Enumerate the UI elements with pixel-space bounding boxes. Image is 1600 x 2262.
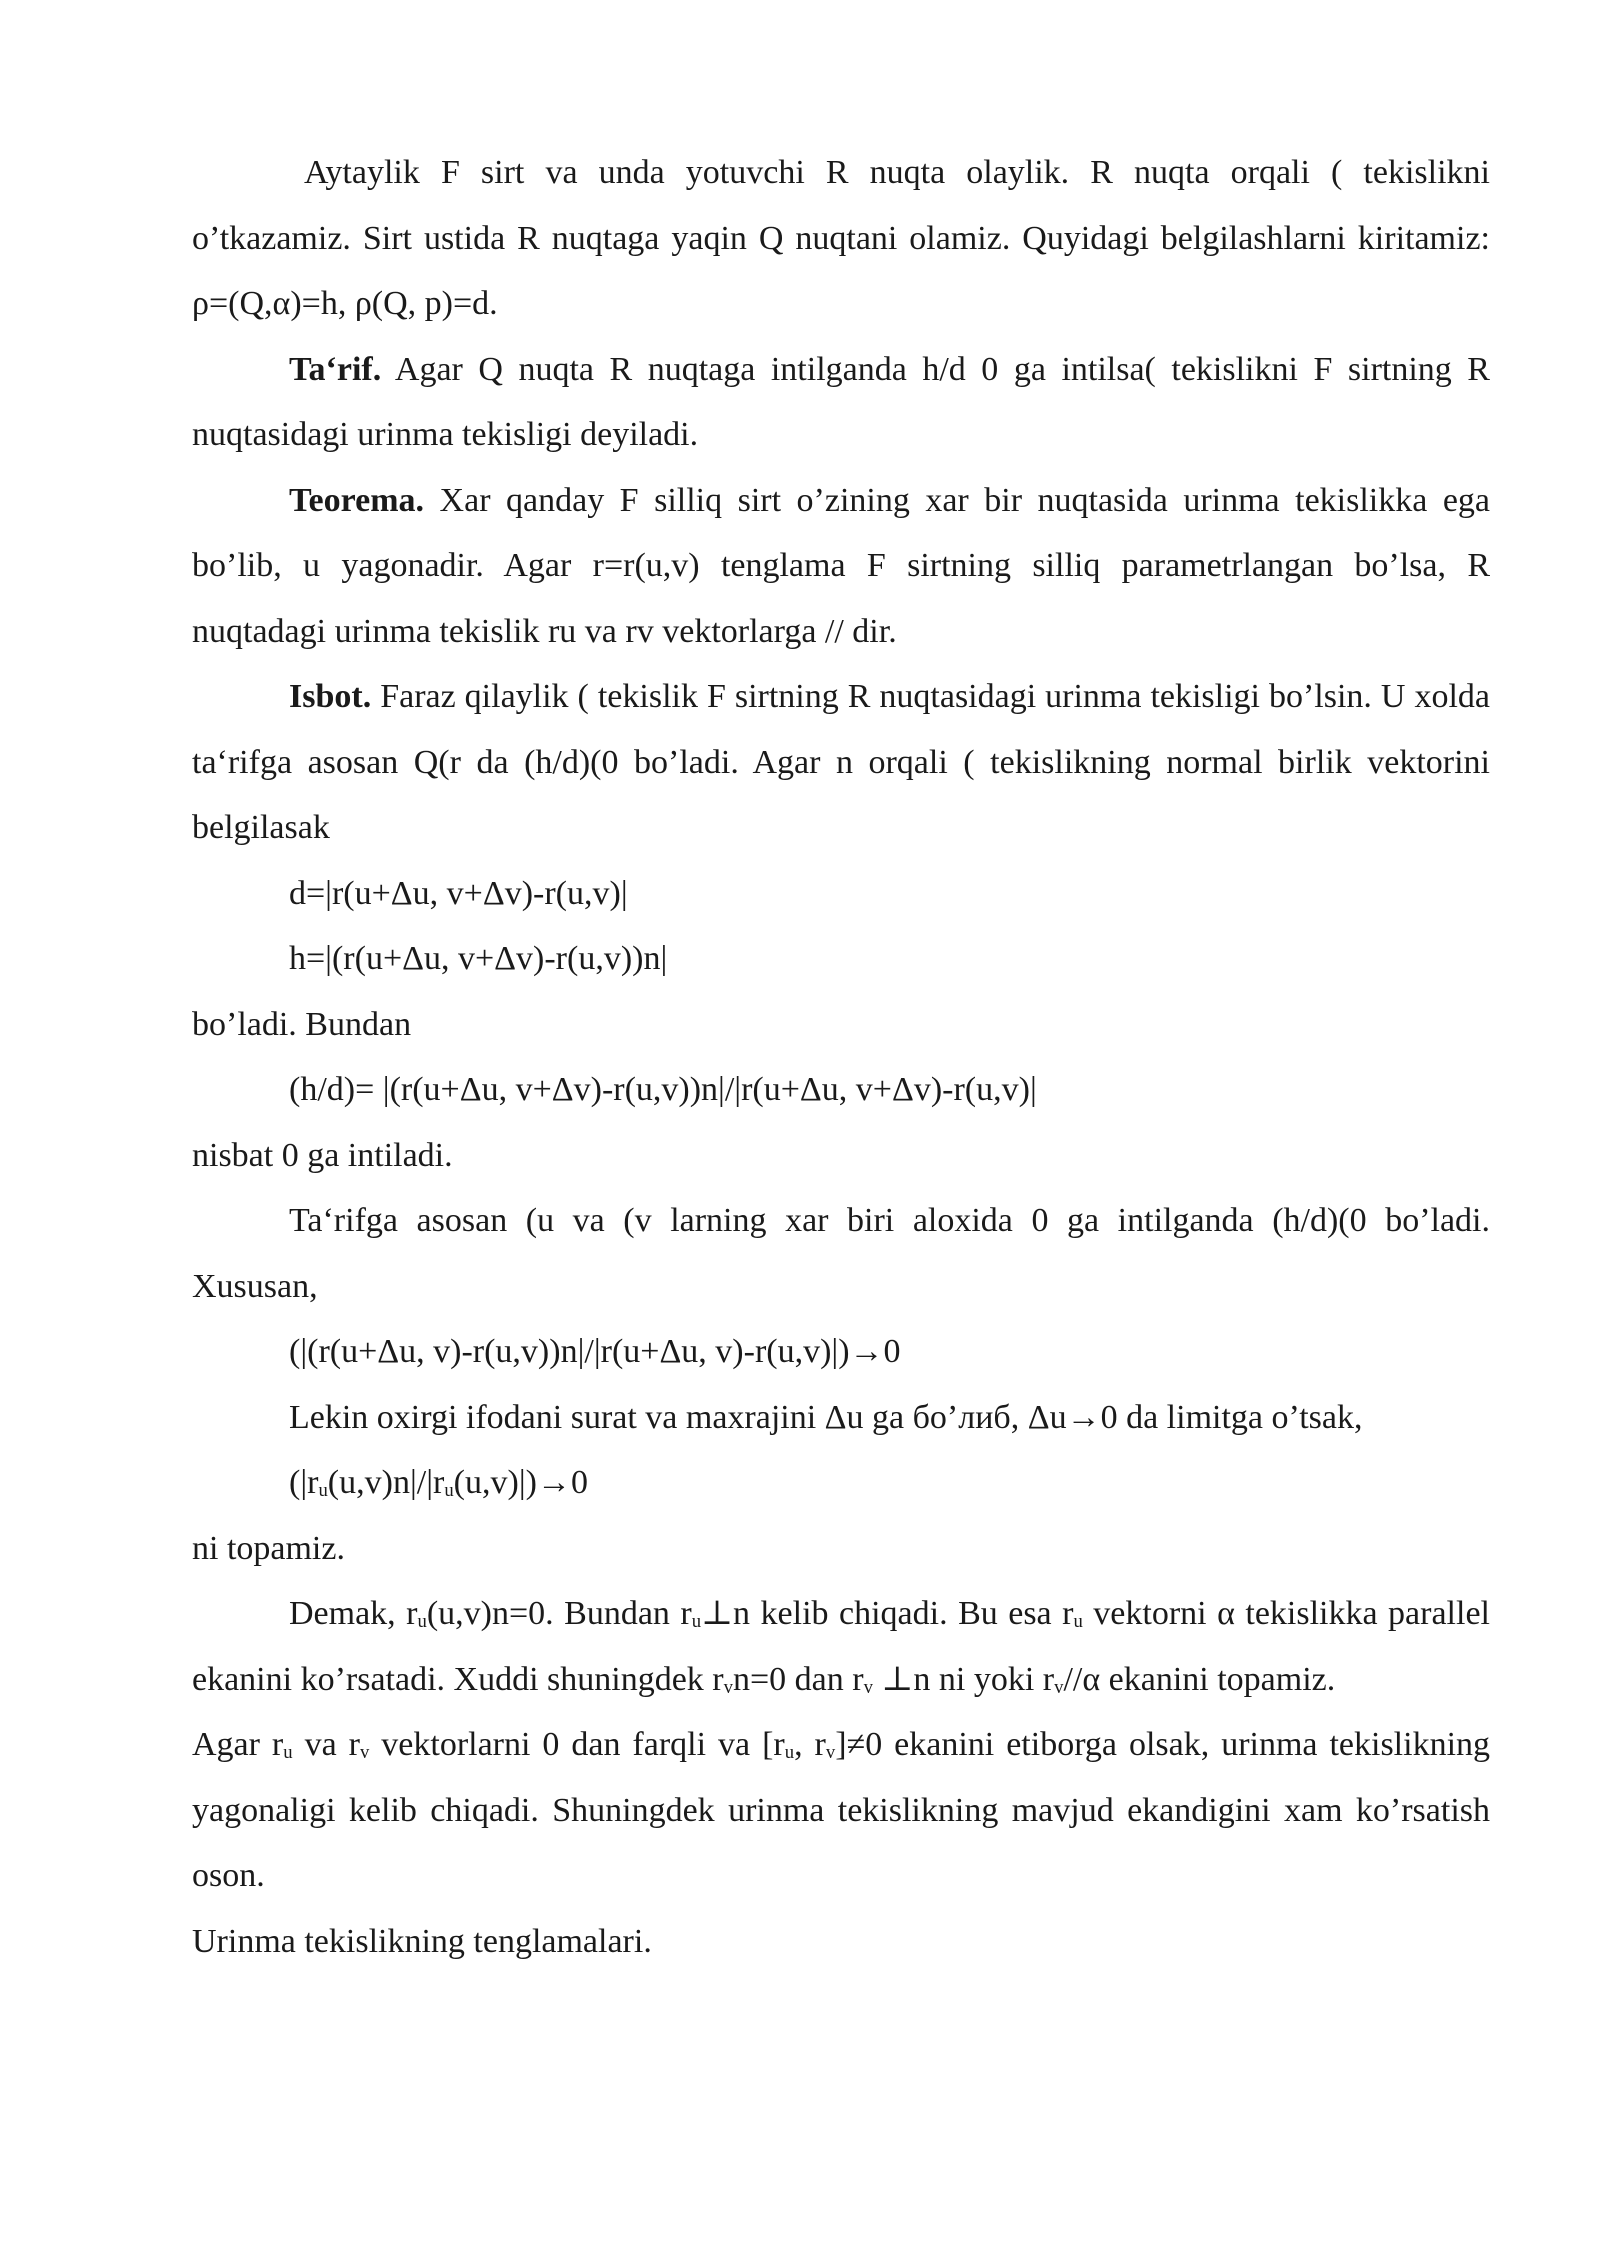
paragraph-demak <box>192 1581 1490 1712</box>
text-part: n=0 dan r <box>732 1660 864 1698</box>
formula-ratio: (h/d)= |(r(u+Δu, v+Δv)-r(u,v))n|/|r(u+Δu, v+Δv)-r(u,v)| <box>289 1071 1037 1108</box>
subscript: u <box>444 1479 454 1501</box>
subscript: u <box>318 1479 328 1501</box>
section-heading-equations: Urinma tekislikning tenglamalari. <box>192 1922 652 1960</box>
text-part: vektorlarni 0 dan farqli va [r <box>369 1726 785 1763</box>
subscript: v <box>1054 1676 1064 1698</box>
subscript: v <box>825 1741 836 1763</box>
subscript: u <box>417 1610 427 1632</box>
text-part: ⊥n kelib chiqadi. Bu esa r <box>701 1595 1074 1632</box>
text-part: ]≠0 ekanini etiborga olsak, urinma tekislikning yagonaligi kelib chiqadi. Shuningdek urinma tekislikning mavjud ekandigini xam ko’rsatish oson. <box>192 1726 1491 1894</box>
subscript: u <box>784 1741 795 1763</box>
text-part: (u,v)n=0. Bundan r <box>426 1595 692 1632</box>
text-nisbat: nisbat 0 ga intiladi. <box>192 1136 453 1174</box>
theorem-text: Xar qanday F silliq sirt o’zining xar bir nuqtasida urinma tekislikka ega bo’lib, u yagonadir. Agar r=r(u,v) tenglama F sirtning silliq parametrlangan bo’lsa, R nuqtadagi urinma tekislik ru va rv vektorlarga // dir. <box>192 481 1490 650</box>
formula-ru-limit <box>192 1450 1490 1516</box>
text-part: ⊥n ni yoki r <box>872 1660 1055 1698</box>
formula-limit-u: (|(r(u+Δu, v)-r(u,v))n|/|r(u+Δu, v)-r(u,v)|)→0 <box>289 1333 901 1370</box>
formula-part: (|r <box>289 1464 319 1501</box>
subscript: u <box>283 1741 293 1763</box>
text-part: Demak, r <box>289 1595 418 1632</box>
formula-part: (u,v)n|/|r <box>327 1464 445 1501</box>
paragraph-tarifga: Ta‘rifga asosan (u va (v larning xar biri aloxida 0 ga intilganda (h/d)(0 bo’ladi. Xususan, <box>192 1202 1490 1305</box>
proof-text: Faraz qilaylik ( tekislik F sirtning R nuqtasidagi urinma tekisligi bo’lsin. U xolda ta‘rifga asosan Q(r da (h/d)(0 bo’ladi. Agar n orqali ( tekislikning normal birlik vektorini belgilasak <box>192 678 1490 846</box>
theorem-label: Teorema. <box>289 481 425 519</box>
text-part: vektorni α tekislikka parallel ekanini ko’rsatadi. Xuddi shuningdek r <box>192 1595 1490 1698</box>
proof-label: Isbot. <box>289 678 372 715</box>
text-part: //α ekanini topamiz. <box>1063 1660 1336 1698</box>
paragraph-proof <box>192 664 1490 861</box>
text-ni-topamiz: ni topamiz. <box>192 1529 345 1567</box>
text-part: va r <box>292 1726 360 1763</box>
formula-part: (u,v)|)→0 <box>453 1464 588 1501</box>
paragraph-definition <box>192 337 1490 468</box>
text-lekin: Lekin oxirgi ifodani surat va maxrajini Δu ga бо’либ, Δu→0 da limitga o’tsak, <box>289 1398 1363 1436</box>
paragraph-intro: Aytaylik F sirt va unda yotuvchi R nuqta olaylik. R nuqta orqali ( tekislikni o’tkazamiz. Sirt ustida R nuqtaga yaqin Q nuqtani olamiz. Quyidagi belgilashlarni kiritamiz: ρ=(Q,α)=h, ρ(Q, p)=d. <box>192 154 1490 322</box>
formula-d: d=|r(u+Δu, v+Δv)-r(u,v)| <box>289 874 628 912</box>
document-body <box>192 140 1490 1974</box>
text-boladi-bundan: bo’ladi. Bundan <box>192 1005 412 1043</box>
text-part: Agar r <box>192 1726 284 1763</box>
subscript: u <box>691 1610 702 1632</box>
subscript: v <box>863 1676 873 1698</box>
definition-text: Agar Q nuqta R nuqtaga intilganda h/d 0 ga intilsa( tekislikni F sirtning R nuqtasidagi urinma tekisligi deyiladi. <box>192 350 1490 453</box>
formula-h: h=|(r(u+Δu, v+Δv)-r(u,v))n| <box>289 940 668 977</box>
text-part: , r <box>794 1726 826 1763</box>
definition-label: Ta‘rif. <box>289 350 382 388</box>
subscript: v <box>359 1741 370 1763</box>
subscript: v <box>723 1676 733 1698</box>
paragraph-agar <box>192 1712 1490 1909</box>
subscript: u <box>1073 1610 1083 1632</box>
paragraph-theorem <box>192 468 1490 665</box>
